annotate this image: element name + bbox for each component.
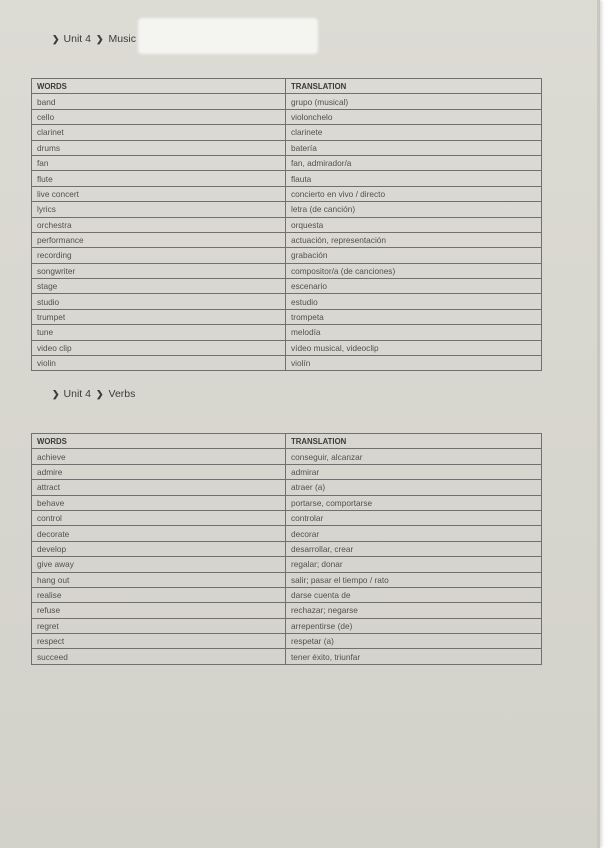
- word-cell: live concert: [32, 186, 286, 201]
- words-column-header: WORDS: [32, 434, 286, 449]
- chevron-right-icon: ❯: [95, 33, 104, 44]
- translation-cell: estudio: [286, 294, 542, 309]
- translation-cell: desarrollar, crear: [286, 541, 542, 556]
- table-row: [32, 125, 542, 140]
- table-row: [32, 248, 542, 263]
- breadcrumb-music: [52, 33, 136, 45]
- word-cell: refuse: [32, 603, 286, 618]
- word-cell: fan: [32, 155, 286, 170]
- translation-cell: grupo (musical): [286, 94, 542, 109]
- table-row: [32, 294, 542, 309]
- table-row: [32, 109, 542, 124]
- translation-cell: clarinete: [286, 125, 542, 140]
- words-column-header: WORDS: [32, 79, 286, 94]
- table-row: [32, 526, 542, 541]
- breadcrumb-topic: Verbs: [108, 388, 136, 400]
- table-row: [32, 186, 542, 201]
- word-cell: realise: [32, 587, 286, 602]
- chevron-right-icon: ❯: [95, 388, 104, 399]
- table-row: [32, 464, 542, 479]
- table-row: [32, 572, 542, 587]
- table-row: [32, 618, 542, 633]
- word-cell: performance: [32, 232, 286, 247]
- word-cell: drums: [32, 140, 286, 155]
- breadcrumb-unit: Unit 4: [63, 33, 91, 45]
- translation-cell: violín: [286, 356, 542, 371]
- word-cell: cello: [32, 109, 286, 124]
- table-row: [32, 541, 542, 556]
- word-cell: clarinet: [32, 125, 286, 140]
- word-cell: studio: [32, 294, 286, 309]
- translation-column-header: TRANSLATION: [286, 434, 542, 449]
- table-row: [32, 510, 542, 525]
- word-cell: decorate: [32, 526, 286, 541]
- word-cell: video clip: [32, 340, 286, 355]
- translation-cell: concierto en vivo / directo: [286, 186, 542, 201]
- table-row: [32, 140, 542, 155]
- word-cell: orchestra: [32, 217, 286, 232]
- table-row: [32, 557, 542, 572]
- translation-cell: actuación, representación: [286, 232, 542, 247]
- table-row: [32, 94, 542, 109]
- translation-cell: grabación: [286, 248, 542, 263]
- translation-cell: vídeo musical, videoclip: [286, 340, 542, 355]
- word-cell: songwriter: [32, 263, 286, 278]
- music-vocabulary-table: [31, 78, 542, 371]
- translation-cell: decorar: [286, 526, 542, 541]
- word-cell: violin: [32, 356, 286, 371]
- word-cell: regret: [32, 618, 286, 633]
- word-cell: admire: [32, 464, 286, 479]
- translation-cell: escenario: [286, 279, 542, 294]
- translation-cell: darse cuenta de: [286, 587, 542, 602]
- table-row: [32, 309, 542, 324]
- table-row: [32, 634, 542, 649]
- translation-cell: tener éxito, triunfar: [286, 649, 542, 664]
- word-cell: give away: [32, 557, 286, 572]
- table-row: [32, 217, 542, 232]
- word-cell: band: [32, 94, 286, 109]
- translation-cell: orquesta: [286, 217, 542, 232]
- word-cell: lyrics: [32, 202, 286, 217]
- translation-column-header: TRANSLATION: [286, 79, 542, 94]
- word-cell: flute: [32, 171, 286, 186]
- word-cell: stage: [32, 279, 286, 294]
- translation-cell: conseguir, alcanzar: [286, 449, 542, 464]
- translation-cell: respetar (a): [286, 634, 542, 649]
- table-row: [32, 263, 542, 278]
- word-cell: hang out: [32, 572, 286, 587]
- table-row: [32, 279, 542, 294]
- translation-cell: portarse, comportarse: [286, 495, 542, 510]
- word-cell: trumpet: [32, 309, 286, 324]
- word-cell: respect: [32, 634, 286, 649]
- translation-cell: admirar: [286, 464, 542, 479]
- table-row: [32, 325, 542, 340]
- translation-cell: batería: [286, 140, 542, 155]
- word-cell: achieve: [32, 449, 286, 464]
- redacted-area: [138, 18, 318, 54]
- word-cell: tune: [32, 325, 286, 340]
- table-row: [32, 587, 542, 602]
- verbs-vocabulary-table: [31, 433, 542, 665]
- word-cell: succeed: [32, 649, 286, 664]
- table-row: [32, 232, 542, 247]
- music-table-body: [32, 94, 542, 371]
- translation-cell: flauta: [286, 171, 542, 186]
- translation-cell: fan, admirador/a: [286, 155, 542, 170]
- word-cell: attract: [32, 480, 286, 495]
- translation-cell: arrepentirse (de): [286, 618, 542, 633]
- breadcrumb-topic: Music: [108, 33, 136, 45]
- translation-cell: atraer (a): [286, 480, 542, 495]
- table-row: [32, 480, 542, 495]
- translation-cell: rechazar; negarse: [286, 603, 542, 618]
- translation-cell: controlar: [286, 510, 542, 525]
- table-header-row: [32, 79, 542, 94]
- translation-cell: regalar; donar: [286, 557, 542, 572]
- translation-cell: trompeta: [286, 309, 542, 324]
- translation-cell: salir; pasar el tiempo / rato: [286, 572, 542, 587]
- breadcrumb-verbs: [52, 388, 135, 400]
- table-row: [32, 603, 542, 618]
- translation-cell: compositor/a (de canciones): [286, 263, 542, 278]
- table-row: [32, 202, 542, 217]
- chevron-right-icon: ❯: [52, 388, 60, 399]
- word-cell: behave: [32, 495, 286, 510]
- translation-cell: letra (de canción): [286, 202, 542, 217]
- table-row: [32, 449, 542, 464]
- table-row: [32, 356, 542, 371]
- translation-cell: violonchelo: [286, 109, 542, 124]
- table-row: [32, 649, 542, 664]
- word-cell: recording: [32, 248, 286, 263]
- breadcrumb-unit: Unit 4: [63, 388, 91, 400]
- table-header-row: [32, 434, 542, 449]
- word-cell: control: [32, 510, 286, 525]
- chevron-right-icon: ❯: [52, 33, 60, 44]
- table-row: [32, 171, 542, 186]
- table-row: [32, 495, 542, 510]
- table-row: [32, 155, 542, 170]
- table-row: [32, 340, 542, 355]
- translation-cell: melodía: [286, 325, 542, 340]
- word-cell: develop: [32, 541, 286, 556]
- verbs-table-body: [32, 449, 542, 664]
